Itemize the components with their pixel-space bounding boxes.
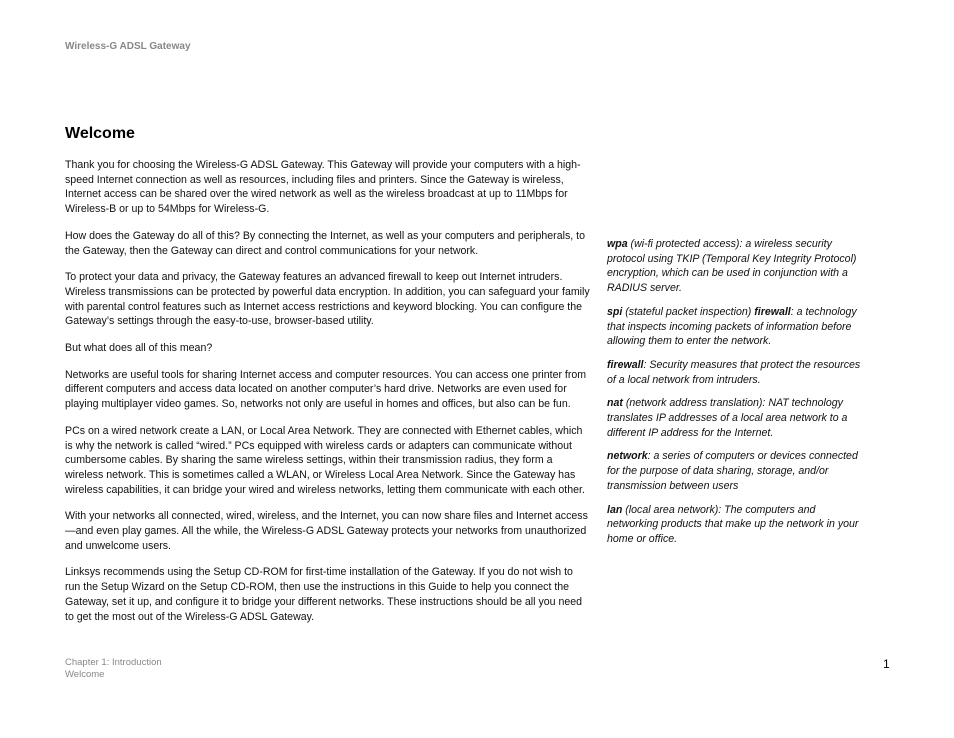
paragraph-connected: With your networks all connected, wired, wireless, and the Internet, you can now share files and Internet access—and even play games. All the while, the Wireless-G ADSL Gateway protects your networks from unauthorized and unwelcome users. [65,510,588,552]
paragraph-how: How does the Gateway do all of this? By connecting the Internet, as well as your computers and peripherals, to the Gateway, then the Gateway can direct and control communications for your network. [65,229,585,257]
paragraph-protect: To protect your data and privacy, the Gateway features an advanced firewall to keep out Internet intruders. Wireless transmissions can be protected by powerful data encryption. In addition, you can safeguard your family with parental control features such as Internet access restrictions and keyword blocking. You can configure the Gateway’s settings through the easy-to-use, browser-based utility. [65,271,590,328]
definition-text: (local area network): The computers and networking products that make up the network in your home or office. [607,503,859,545]
term-firewall: firewall [754,305,791,318]
definition-network [607,449,862,493]
definition-nat [607,396,862,440]
definition-text: : a series of computers or devices connected for the purpose of data sharing, storage, and/or transmission between users [607,450,858,492]
term-network: network [607,450,648,463]
glossary-sidebar [607,237,862,556]
term-nat: nat [607,397,623,410]
definition-text: : Security measures that protect the resources of a local network from intruders. [607,358,861,386]
footer-chapter: Chapter 1: Introduction [65,657,162,668]
definition-wpa [607,237,862,296]
paragraph-intro: Thank you for choosing the Wireless-G ADSL Gateway. This Gateway will provide your computers with a high-speed Internet connection as well as resources, including files and printers. Since the Gateway is wireless, Internet access can be shared over the wired network as well as the wireless broadcast at up to 11Mbps for Wireless-B or up to 54Mbps for Wireless-G. [65,159,581,216]
running-header: Wireless-G ADSL Gateway [65,41,191,52]
term-wpa: wpa [607,238,628,250]
page-number: 1 [883,657,890,671]
main-body [65,158,590,636]
term-firewall: firewall [607,358,644,371]
term-spi: spi [607,305,623,318]
paragraph-lan: PCs on a wired network create a LAN, or Local Area Network. They are connected with Ethernet cables, which is why the network is called “wired.” PCs equipped with wireless cards or adapters can communicate without cumbersome cables. By sharing the same wireless settings, within their transmission radius, they form a wireless network. This is sometimes called a WLAN, or Wireless Local Area Network. Since the Gateway has wireless capabilities, it can bridge your wired and wireless networks, letting them communicate with each other. [65,424,585,496]
paragraph-question: But what does all of this mean? [65,342,213,355]
paragraph-networks: Networks are useful tools for sharing Internet access and computer resources. You can access one printer from different computers and access data located on another computer’s hard drive. Networks are even used for playing multiplayer video games. So, networks not only are useful in homes and offices, but also can be fun. [65,368,587,411]
definition-lan [607,503,862,547]
term-lan: lan [607,503,623,516]
definition-text: : a technology that inspects incoming packets of information before allowing them to enter the network. [607,305,857,348]
page-title: Welcome [65,125,135,142]
definition-spi-firewall [607,305,862,349]
definition-text: (network address translation): NAT technology translates IP addresses of a local area network to a different IP address for the Internet. [607,397,848,439]
definition-text: (stateful packet inspection) [622,305,755,318]
definition-text: (wi-fi protected access): a wireless security protocol using TKIP (Temporal Key Integrity Protocol) encryption, which can be used in conjunction with a RADIUS server. [607,238,857,295]
paragraph-recommend: Linksys recommends using the Setup CD-ROM for first-time installation of the Gateway. If you do not wish to run the Setup Wizard on the Setup CD-ROM, then use the instructions in this Guide to help you connect the Gateway, set it up, and configure it to bridge your different networks. These instructions should be all you need to get the most out of the Wireless-G ADSL Gateway. [65,566,583,623]
definition-firewall [607,358,862,387]
footer-section: Welcome [65,669,105,680]
page-footer [65,657,162,681]
